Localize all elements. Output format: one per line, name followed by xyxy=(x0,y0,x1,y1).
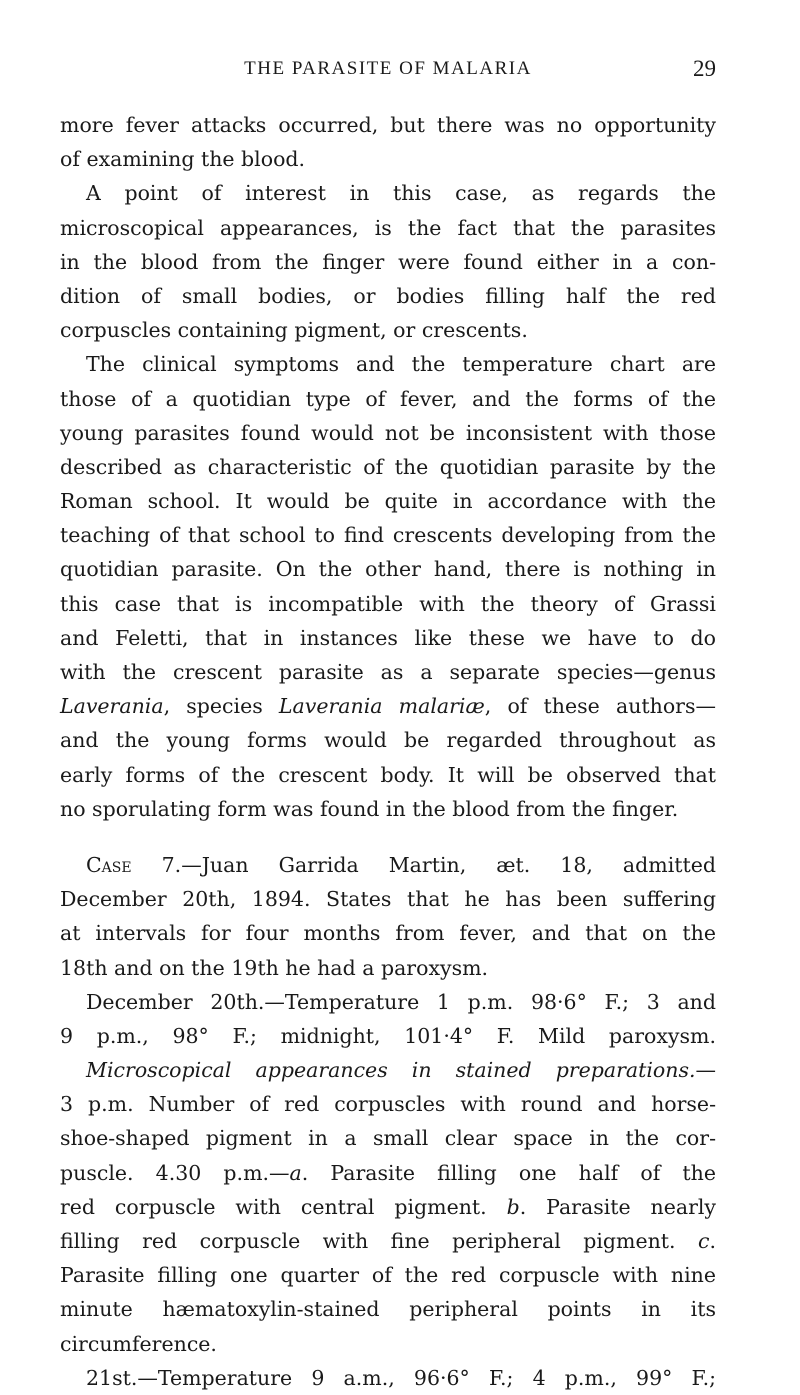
running-head xyxy=(60,54,716,84)
running-title: THE PARASITE OF MALARIA xyxy=(244,58,532,79)
text-line: early forms of the crescent body. It will be observed that xyxy=(60,762,716,787)
text-line: and the young forms would be regarded throughout as xyxy=(60,728,716,753)
text-line: Microscopical appearances in stained preparations.— xyxy=(86,1058,716,1083)
text-line: dition of small bodies, or bodies filling half the red xyxy=(60,283,716,308)
text-line: The clinical symptoms and the temperature chart are xyxy=(86,352,716,377)
section-heading: Microscopical appearances in stained preparations. xyxy=(86,1058,696,1083)
text-line: minute hæmatoxylin-stained peripheral points in its xyxy=(60,1297,716,1322)
item-label-b: b xyxy=(506,1194,520,1219)
text-line: Laverania, species Laverania malariæ, of these authors— xyxy=(60,694,716,719)
text-line: December 20th, 1894. States that he has been suffering xyxy=(60,887,716,912)
genus-name: Laverania xyxy=(60,694,164,719)
paragraph-gap xyxy=(60,826,716,848)
text-line: in the blood from the finger were found either in a con- xyxy=(60,249,716,274)
text-line: 3 p.m. Number of red corpuscles with round and horse- xyxy=(60,1092,716,1117)
text-line: teaching of that school to find crescents developing from the xyxy=(60,523,716,548)
text-line: Roman school. It would be quite in accordance with the xyxy=(60,489,716,514)
species-name: Laverania malariæ xyxy=(278,694,485,719)
page-number: 29 xyxy=(693,56,716,81)
item-label-a: a xyxy=(289,1160,302,1185)
text-line: 18th and on the 19th he had a paroxysm. xyxy=(60,955,489,980)
case-label: Case xyxy=(86,852,132,877)
text-line: red corpuscle with central pigment. b. Parasite nearly xyxy=(60,1194,717,1219)
text-line: 9 p.m., 98° F.; midnight, 101·4° F. Mild paroxysm. xyxy=(60,1023,716,1048)
text-line: microscopical appearances, is the fact that the parasites xyxy=(60,215,716,240)
text-line: young parasites found would not be inconsistent with those xyxy=(60,420,716,445)
text-line: no sporulating form was found in the blood from the finger. xyxy=(60,796,679,821)
text-line: circumference. xyxy=(60,1331,217,1356)
text-line: at intervals for four months from fever, and that on the xyxy=(60,921,716,946)
text-line: Case 7.—Juan Garrida Martin, æt. 18, admitted xyxy=(86,852,716,877)
text-line: corpuscles containing pigment, or crescents. xyxy=(60,318,528,343)
text-line: Parasite filling one quarter of the red corpuscle with nine xyxy=(60,1263,716,1288)
text-line: with the crescent parasite as a separate species—genus xyxy=(60,660,716,684)
text-line: 21st.—Temperature 9 a.m., 96·6° F.; 4 p.m., 99° F.; xyxy=(86,1365,716,1390)
text-line: filling red corpuscle with fine peripheral pigment. c. xyxy=(60,1229,716,1253)
text-line: quotidian parasite. On the other hand, there is nothing in xyxy=(60,557,716,582)
body-text xyxy=(60,108,716,1395)
text-line: shoe-shaped pigment in a small clear space in the cor- xyxy=(60,1126,716,1151)
text-line: more fever attacks occurred, but there was no opportunity xyxy=(60,113,716,137)
text-line: of examining the blood. xyxy=(60,147,306,172)
text-line: December 20th.—Temperature 1 p.m. 98·6° F.; 3 and xyxy=(86,989,716,1014)
text-line: described as characteristic of the quotidian parasite by the xyxy=(60,454,716,479)
item-label-c: c xyxy=(697,1229,710,1253)
text-line: puscle. 4.30 p.m.—a. Parasite filling one half of the xyxy=(60,1160,717,1185)
text-line: this case that is incompatible with the theory of Grassi xyxy=(60,591,716,616)
text-line: and Feletti, that in instances like these we have to do xyxy=(60,625,716,650)
text-line: those of a quotidian type of fever, and the forms of the xyxy=(60,386,716,411)
text-line: A point of interest in this case, as regards the xyxy=(86,181,716,206)
